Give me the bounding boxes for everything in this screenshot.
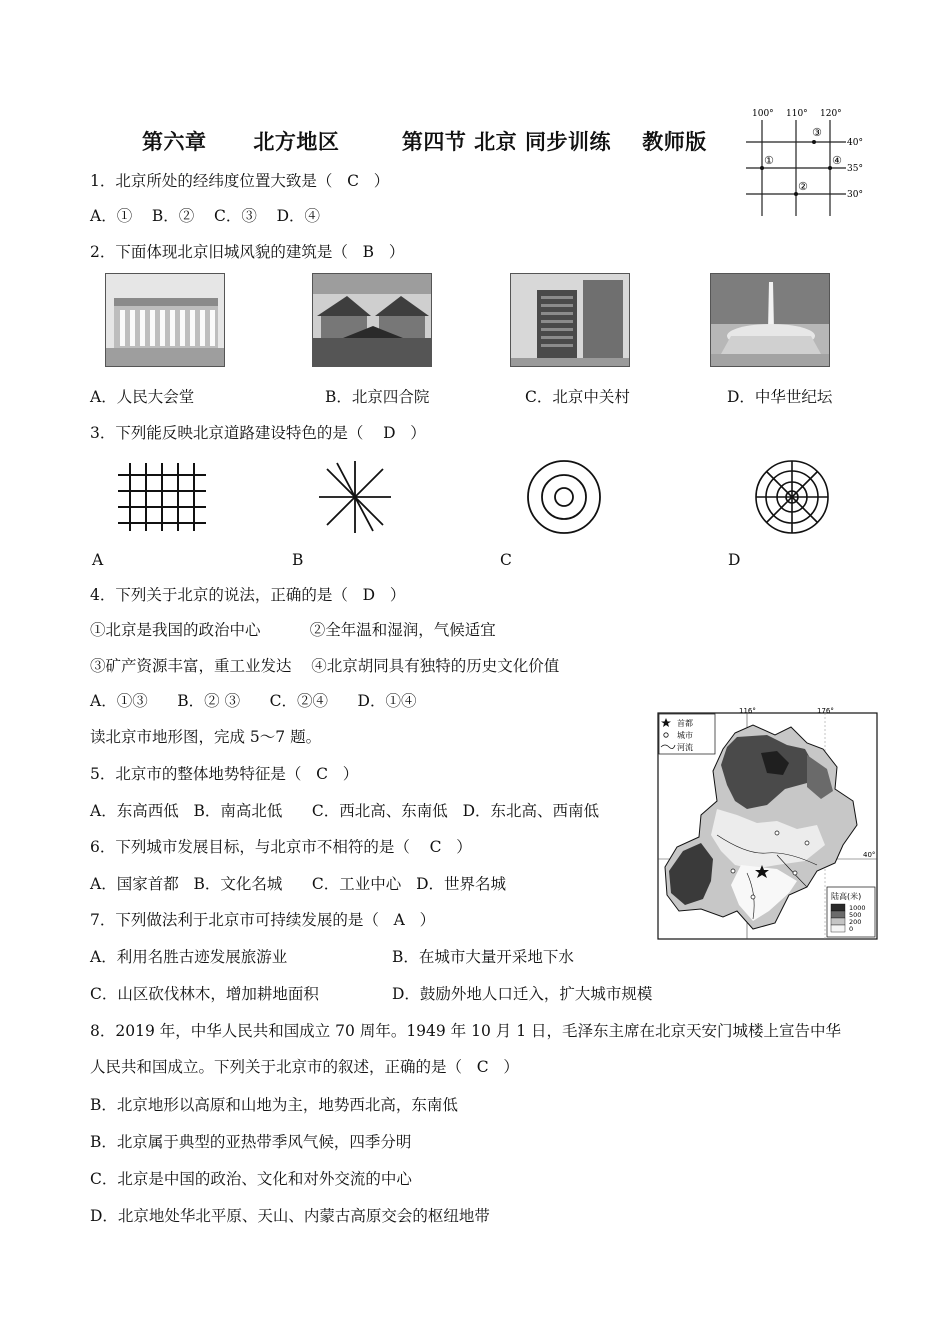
q5-options: A．东高西低 B．南高北低 C．西北高、东南低 D．东北高、西南低 — [90, 802, 599, 820]
q6-stem: 6．下列城市发展目标，与北京市不相符的是（ C ） — [90, 838, 472, 856]
q7-option-d: D．鼓励外地人口迁入，扩大城市规模 — [392, 985, 653, 1003]
lat-label-35: 35° — [847, 164, 863, 174]
q4-stem: 4．下列关于北京的说法，正确的是（ D ） — [90, 586, 406, 604]
lat-label-40: 40° — [847, 138, 863, 148]
elev-500: 500 — [849, 911, 862, 919]
photo-century-altar — [710, 273, 830, 367]
lat-label-30: 30° — [847, 190, 863, 200]
road-pattern-radial — [313, 455, 397, 539]
lon-label-120: 120° — [820, 109, 842, 119]
lon-label-110: 110° — [786, 109, 808, 119]
point-2: ② — [798, 180, 808, 193]
beijing-terrain-map — [657, 705, 879, 941]
elevation-legend-title: 陆高(米) — [831, 892, 862, 901]
q7-option-a: A．利用名胜古迹发展旅游业 — [90, 948, 288, 966]
q2-caption-a: A．人民大会堂 — [90, 388, 195, 406]
elev-200: 200 — [849, 918, 862, 926]
q3-label-b: B — [292, 551, 304, 569]
map-intro: 读北京市地形图，完成 5～7 题。 — [90, 728, 322, 746]
q6-options: A．国家首都 B．文化名城 C．工业中心 D．世界名城 — [90, 875, 506, 893]
q8-option-4: D．北京地处华北平原、天山、内蒙古高原交会的枢纽地带 — [90, 1207, 490, 1225]
photo-great-hall — [105, 273, 225, 367]
q8-option-2: B．北京属于典型的亚热带季风气候，四季分明 — [90, 1133, 412, 1151]
q7-stem: 7．下列做法利于北京市可持续发展的是（ A ） — [90, 911, 436, 929]
q3-stem: 3．下列能反映北京道路建设特色的是（ D ） — [90, 424, 426, 442]
q8-option-1: B．北京地形以高原和山地为主，地势西北高，东南低 — [90, 1096, 458, 1114]
q1-options: A．① B．② C．③ D．④ — [90, 207, 320, 225]
q4-options: A．①③ B．② ③ C．②④ D．①④ — [90, 692, 417, 710]
q8-stem-line2: 人民共和国成立。下列关于北京市的叙述，正确的是（ C ） — [90, 1058, 519, 1076]
page-title: 第六章 北方地区 第四节 北京 同步训练 教师版 — [142, 130, 707, 154]
elev-0: 0 — [849, 925, 854, 933]
q4-statements-1: ①北京是我国的政治中心 ②全年温和湿润，气候适宜 — [90, 621, 496, 639]
point-1: ① — [764, 154, 774, 167]
lat-lon-grid-map — [742, 104, 872, 220]
lat-label-40: 40° — [863, 851, 876, 859]
q5-stem: 5．北京市的整体地势特征是（ C ） — [90, 765, 359, 783]
lon-label-176: 176° — [817, 707, 834, 715]
q7-option-b: B．在城市大量开采地下水 — [392, 948, 574, 966]
q2-caption-b: B．北京四合院 — [325, 388, 430, 406]
lon-label-100: 100° — [752, 109, 774, 119]
q3-label-d: D — [728, 551, 741, 569]
photo-zhongguancun — [510, 273, 630, 367]
q8-option-3: C．北京是中国的政治、文化和对外交流的中心 — [90, 1170, 412, 1188]
q3-label-a: A — [92, 551, 104, 569]
point-4: ④ — [832, 154, 842, 167]
photo-siheyuan — [312, 273, 432, 367]
q7-option-c: C．山区砍伐林木，增加耕地面积 — [90, 985, 319, 1003]
q2-caption-c: C．北京中关村 — [525, 388, 630, 406]
road-pattern-ring-radial — [750, 455, 834, 539]
elev-1000: 1000 — [849, 904, 866, 912]
q1-stem: 1．北京所处的经纬度位置大致是（ C ） — [90, 172, 390, 190]
legend-city-icon — [664, 733, 668, 737]
road-pattern-grid — [110, 455, 210, 539]
legend-capital: 首都 — [677, 719, 693, 728]
legend-city: 城市 — [677, 731, 693, 740]
q2-stem: 2．下面体现北京旧城风貌的建筑是（ B ） — [90, 243, 405, 261]
q4-statements-2: ③矿产资源丰富，重工业发达 ④北京胡同具有独特的历史文化价值 — [90, 657, 560, 675]
legend-river: 河流 — [677, 743, 693, 752]
lon-label-116: 116° — [739, 707, 756, 715]
q2-caption-d: D．中华世纪坛 — [727, 388, 833, 406]
point-3: ③ — [812, 126, 822, 139]
road-pattern-rings — [522, 455, 606, 539]
q8-stem-line1: 8．2019 年，中华人民共和国成立 70 周年。1949 年 10 月 1 日，毛泽东主席在北京天安门城楼上宣告中华 — [90, 1022, 841, 1040]
q3-label-c: C — [500, 551, 512, 569]
